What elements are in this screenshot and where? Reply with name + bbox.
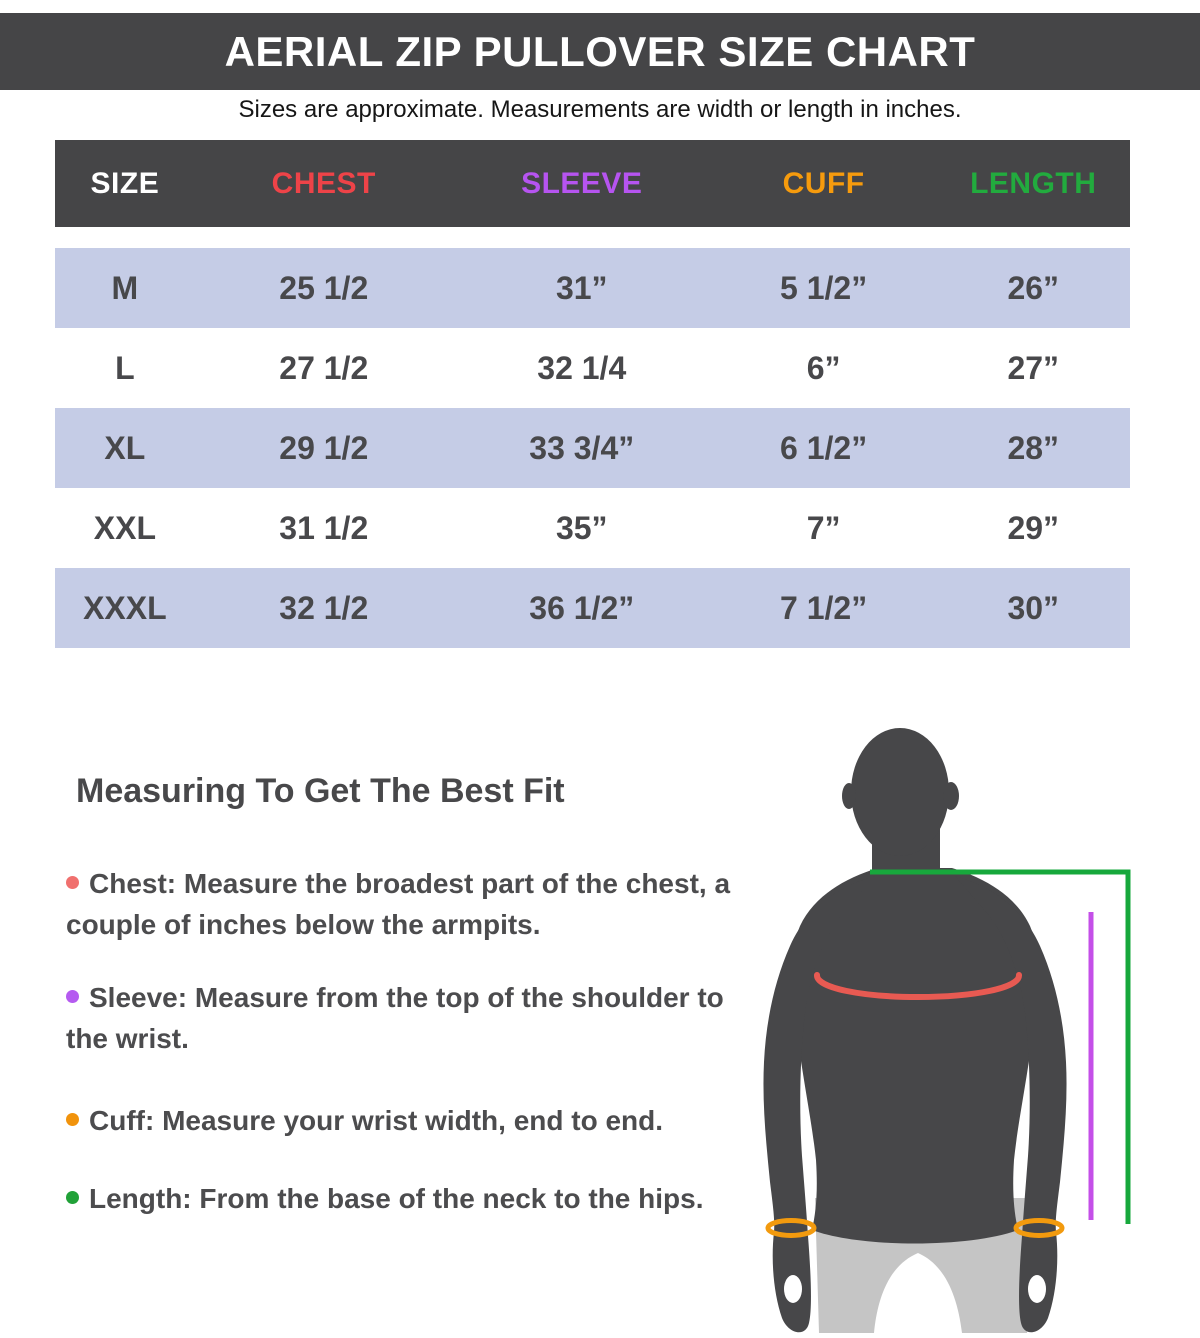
cell-sleeve: 33 3/4” <box>529 429 635 466</box>
tip-text-continued: the wrist. <box>66 1023 189 1054</box>
cell-length: 26” <box>1007 269 1060 306</box>
figure-left-ear <box>842 783 856 809</box>
tip-text: Length: From the base of the neck to the hips. <box>89 1183 704 1214</box>
cell-sleeve: 31” <box>555 269 608 306</box>
left-hand-gap <box>784 1275 802 1303</box>
table-row-xxl <box>55 488 1130 568</box>
sleeve-bullet-icon <box>66 990 79 1003</box>
size-table-header <box>55 140 1130 227</box>
figure-silhouette-svg <box>700 690 1200 1333</box>
cell-cuff: 5 1/2” <box>780 269 868 306</box>
tip-text: Chest: Measure the broadest part of the chest, a <box>89 868 731 899</box>
cell-sleeve: 35” <box>555 509 608 546</box>
length-bullet-icon <box>66 1191 79 1204</box>
cell-cuff: 6 1/2” <box>780 429 868 466</box>
right-hand-gap <box>1028 1275 1046 1303</box>
tip-text-continued: couple of inches below the armpits. <box>66 909 541 940</box>
measuring-tip-sleeve <box>66 977 746 1059</box>
cell-size: XXXL <box>83 589 167 626</box>
cell-cuff: 6” <box>806 349 841 386</box>
cell-size: XXL <box>93 509 156 546</box>
cell-length: 29” <box>1007 509 1060 546</box>
cell-length: 30” <box>1007 589 1060 626</box>
table-row-xl <box>55 408 1130 488</box>
tip-text: Cuff: Measure your wrist width, end to end. <box>89 1105 664 1136</box>
page-title: AERIAL ZIP PULLOVER SIZE CHART <box>224 28 976 75</box>
measuring-tip-length <box>66 1178 746 1219</box>
column-header-chest: CHEST <box>271 166 376 200</box>
cell-cuff: 7” <box>806 509 841 546</box>
cell-sleeve: 32 1/4 <box>537 349 627 386</box>
cell-chest: 27 1/2 <box>279 349 369 386</box>
cell-size: M <box>111 269 139 306</box>
table-row-m <box>55 248 1130 328</box>
chest-bullet-icon <box>66 876 79 889</box>
measuring-figure <box>700 690 1200 1333</box>
cell-chest: 25 1/2 <box>279 269 369 306</box>
cell-length: 27” <box>1007 349 1060 386</box>
cell-chest: 32 1/2 <box>279 589 369 626</box>
measuring-tip-cuff <box>66 1100 746 1141</box>
cell-cuff: 7 1/2” <box>780 589 868 626</box>
column-header-length: LENGTH <box>970 166 1097 200</box>
measuring-guide-heading: Measuring To Get The Best Fit <box>76 772 565 810</box>
cuff-bullet-icon <box>66 1113 79 1126</box>
cell-size: XL <box>104 429 146 466</box>
column-header-sleeve: SLEEVE <box>521 166 643 200</box>
column-header-cuff: CUFF <box>782 166 865 200</box>
cell-size: L <box>115 349 135 386</box>
column-header-size: SIZE <box>90 166 160 200</box>
figure-head <box>851 728 949 856</box>
cell-sleeve: 36 1/2” <box>529 589 635 626</box>
cell-chest: 31 1/2 <box>279 509 369 546</box>
figure-right-ear <box>943 782 959 810</box>
table-row-xxxl <box>55 568 1130 648</box>
cell-length: 28” <box>1007 429 1060 466</box>
cell-chest: 29 1/2 <box>279 429 369 466</box>
measuring-tip-chest <box>66 863 746 945</box>
table-row-l <box>55 328 1130 408</box>
title-bar <box>0 13 1200 90</box>
tip-text: Sleeve: Measure from the top of the shoulder to <box>89 982 724 1013</box>
subtitle: Sizes are approximate. Measurements are width or length in inches. <box>238 96 962 123</box>
